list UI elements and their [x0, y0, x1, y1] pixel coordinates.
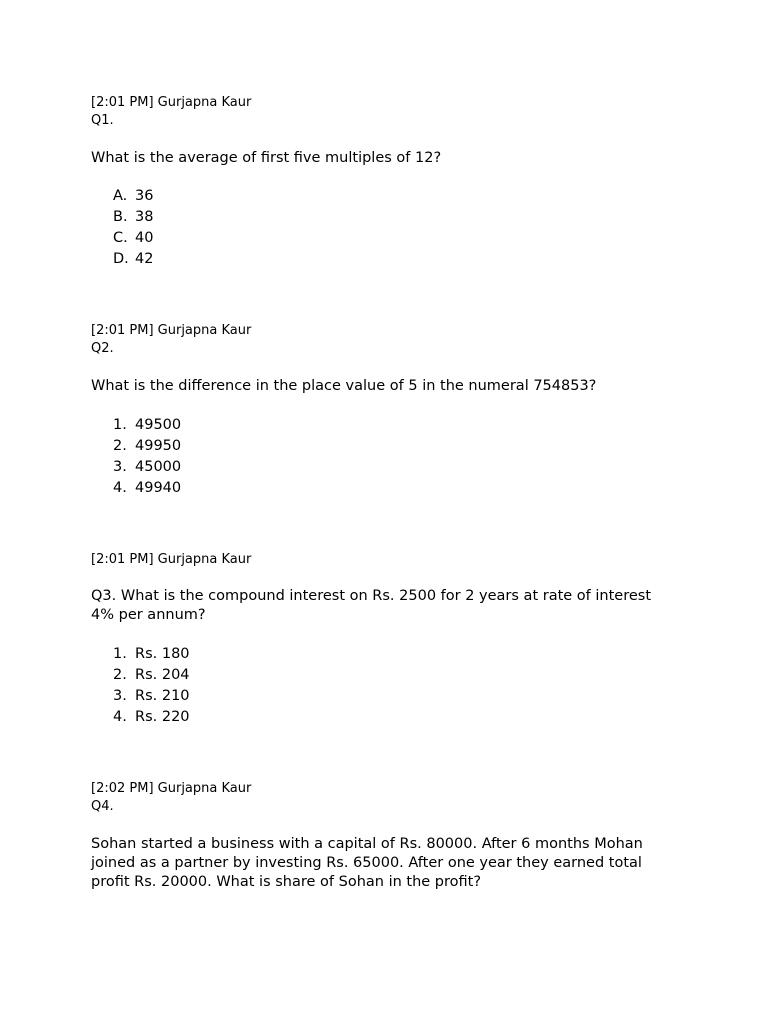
option-text: Rs. 210 — [135, 688, 190, 704]
question-3-text-block — [91, 587, 651, 625]
question-3-option-2 — [113, 665, 313, 686]
question-1-number: Q1. — [91, 113, 114, 128]
option-text: 49500 — [135, 417, 182, 433]
option-marker: 4. — [113, 480, 127, 496]
question-3-header-block — [91, 551, 691, 569]
option-text: 49940 — [135, 480, 182, 496]
option-marker: 3. — [113, 459, 127, 475]
question-1-option-a — [113, 186, 313, 207]
question-4-text: Sohan started a business with a capital of Rs. 80000. After 6 months Mohan joined as a partner by investing Rs. 65000. After one year they earned total profit Rs. 20000. What is share of Sohan in the profit? — [91, 836, 643, 890]
question-1-text-block — [91, 149, 691, 168]
question-4-timestamp-author: [2:02 PM] Gurjapna Kaur — [91, 781, 252, 796]
question-1-option-c — [113, 228, 313, 249]
option-text: 42 — [135, 251, 154, 267]
option-text: 38 — [135, 209, 154, 225]
question-1-timestamp-author: [2:01 PM] Gurjapna Kaur — [91, 95, 252, 110]
question-3-option-4 — [113, 707, 313, 728]
question-4-text-block — [91, 835, 666, 892]
question-1-text: What is the average of first five multiples of 12? — [91, 150, 442, 166]
question-3-options — [113, 644, 313, 728]
option-text: Rs. 204 — [135, 667, 190, 683]
option-marker: D. — [113, 251, 129, 267]
option-marker: C. — [113, 230, 128, 246]
question-2-option-4 — [113, 478, 313, 499]
option-text: Rs. 220 — [135, 709, 190, 725]
question-3-timestamp-author: [2:01 PM] Gurjapna Kaur — [91, 552, 252, 567]
question-2-option-1 — [113, 415, 313, 436]
option-text: Rs. 180 — [135, 646, 190, 662]
option-text: 49950 — [135, 438, 182, 454]
option-marker: 1. — [113, 417, 127, 433]
question-2-option-2 — [113, 436, 313, 457]
option-text: 45000 — [135, 459, 182, 475]
option-marker: 3. — [113, 688, 127, 704]
option-marker: A. — [113, 188, 128, 204]
question-2-text: What is the difference in the place value of 5 in the numeral 754853? — [91, 378, 597, 394]
option-marker: 4. — [113, 709, 127, 725]
question-4-header-block — [91, 780, 691, 816]
question-1-option-d — [113, 249, 313, 270]
question-2-text-block — [91, 377, 691, 396]
question-4-number: Q4. — [91, 799, 114, 814]
question-3-option-3 — [113, 686, 313, 707]
option-text: 40 — [135, 230, 154, 246]
question-2-header-block — [91, 322, 691, 358]
question-3-option-1 — [113, 644, 313, 665]
question-3-text: Q3. What is the compound interest on Rs. 2500 for 2 years at rate of interest 4% per annum? — [91, 588, 652, 623]
question-1-options — [113, 186, 313, 270]
question-2-number: Q2. — [91, 341, 114, 356]
option-marker: 2. — [113, 667, 127, 683]
question-1-header-block — [91, 94, 691, 130]
question-2-options — [113, 415, 313, 499]
question-2-option-3 — [113, 457, 313, 478]
question-1-option-b — [113, 207, 313, 228]
option-marker: B. — [113, 209, 128, 225]
option-marker: 1. — [113, 646, 127, 662]
option-text: 36 — [135, 188, 154, 204]
option-marker: 2. — [113, 438, 127, 454]
question-2-timestamp-author: [2:01 PM] Gurjapna Kaur — [91, 323, 252, 338]
